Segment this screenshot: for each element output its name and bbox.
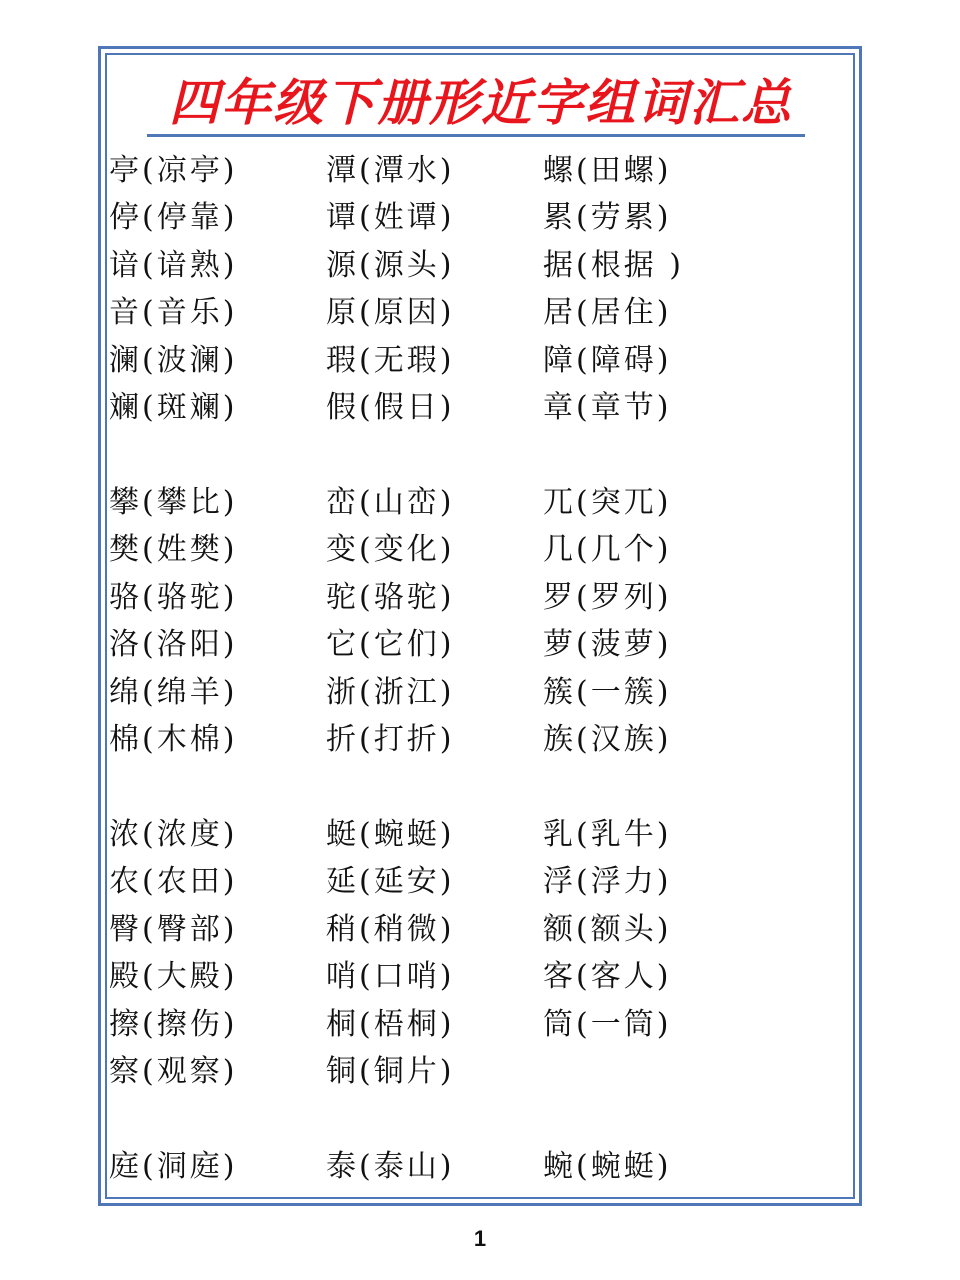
word-row <box>109 717 849 765</box>
word-entry: 察(观察) <box>109 1054 238 1090</box>
word-row <box>109 290 849 338</box>
word-row <box>109 1049 849 1097</box>
word-entry: 攀(攀比) <box>109 484 238 520</box>
word-entry: 变(变化) <box>326 532 455 568</box>
word-entry: 殿(大殿) <box>109 959 238 995</box>
word-groups <box>109 147 849 1191</box>
word-entry: 螺(田螺) <box>543 152 672 188</box>
word-entry: 据(根据 ) <box>543 247 684 283</box>
word-group-4 <box>109 1143 849 1191</box>
word-entry: 谙(谙熟) <box>109 247 238 283</box>
word-entry: 瑕(无瑕) <box>326 342 455 378</box>
word-entry: 居(居住) <box>543 295 672 331</box>
word-entry: 蜓(蜿蜓) <box>326 816 455 852</box>
page-title: 四年级下册形近字组词汇总 <box>169 74 793 132</box>
word-entry: 浓(浓度) <box>109 816 238 852</box>
word-entry: 谭(姓谭) <box>326 200 455 236</box>
word-entry: 浙(浙江) <box>326 674 455 710</box>
word-entry: 源(源头) <box>326 247 455 283</box>
group-spacer <box>109 764 849 811</box>
word-row <box>109 574 849 622</box>
word-row <box>109 811 849 859</box>
word-entry: 簇(一簇) <box>543 674 672 710</box>
word-entry: 障(障碍) <box>543 342 672 378</box>
word-entry: 棉(木棉) <box>109 722 238 758</box>
word-entry: 峦(山峦) <box>326 484 455 520</box>
word-row <box>109 527 849 575</box>
word-entry: 绵(绵羊) <box>109 674 238 710</box>
group-spacer <box>109 432 849 479</box>
word-entry: 它(它们) <box>326 627 455 663</box>
word-row <box>109 669 849 717</box>
word-row <box>109 1001 849 1049</box>
word-entry: 蜿(蜿蜓) <box>543 1148 672 1184</box>
word-row <box>109 195 849 243</box>
word-entry: 章(章节) <box>543 390 672 426</box>
word-entry: 哨(口哨) <box>326 959 455 995</box>
word-entry: 原(原因) <box>326 295 455 331</box>
word-entry: 筒(一筒) <box>543 1006 672 1042</box>
word-row <box>109 1143 849 1191</box>
word-entry: 停(停靠) <box>109 200 238 236</box>
word-entry: 客(客人) <box>543 959 672 995</box>
word-row <box>109 242 849 290</box>
word-entry: 驼(骆驼) <box>326 579 455 615</box>
word-entry: 假(假日) <box>326 390 455 426</box>
word-entry: 音(音乐) <box>109 295 238 331</box>
word-entry: 兀(突兀) <box>543 484 672 520</box>
word-entry: 折(打折) <box>326 722 455 758</box>
word-entry: 骆(骆驼) <box>109 579 238 615</box>
word-row <box>109 147 849 195</box>
word-group-1 <box>109 147 849 432</box>
word-row <box>109 479 849 527</box>
word-entry: 臀(臀部) <box>109 911 238 947</box>
word-entry: 铜(铜片) <box>326 1054 455 1090</box>
word-entry: 萝(菠萝) <box>543 627 672 663</box>
word-row <box>109 906 849 954</box>
word-entry: 桐(梧桐) <box>326 1006 455 1042</box>
word-entry: 泰(泰山) <box>326 1148 455 1184</box>
word-entry: 擦(擦伤) <box>109 1006 238 1042</box>
word-entry: 族(汉族) <box>543 722 672 758</box>
word-group-3 <box>109 811 849 1096</box>
word-entry: 几(几个) <box>543 532 672 568</box>
title-underline <box>147 134 805 137</box>
word-entry: 庭(洞庭) <box>109 1148 238 1184</box>
word-entry: 累(劳累) <box>543 200 672 236</box>
page-border-outer <box>98 46 862 1206</box>
word-group-2 <box>109 479 849 764</box>
word-row <box>109 385 849 433</box>
word-entry: 斓(斑斓) <box>109 390 238 426</box>
word-entry: 澜(波澜) <box>109 342 238 378</box>
word-entry: 额(额头) <box>543 911 672 947</box>
word-entry: 乳(乳牛) <box>543 816 672 852</box>
word-entry: 洛(洛阳) <box>109 627 238 663</box>
word-entry: 樊(姓樊) <box>109 532 238 568</box>
word-row <box>109 859 849 907</box>
word-entry: 农(农田) <box>109 864 238 900</box>
word-entry: 浮(浮力) <box>543 864 672 900</box>
word-row <box>109 622 849 670</box>
word-entry: 延(延安) <box>326 864 455 900</box>
group-spacer <box>109 1096 849 1143</box>
page-number: 1 <box>473 1226 487 1251</box>
word-entry: 稍(稍微) <box>326 911 455 947</box>
word-row <box>109 954 849 1002</box>
word-entry: 罗(罗列) <box>543 579 672 615</box>
word-entry: 亭(凉亭) <box>109 152 238 188</box>
word-entry: 潭(潭水) <box>326 152 455 188</box>
word-row <box>109 337 849 385</box>
